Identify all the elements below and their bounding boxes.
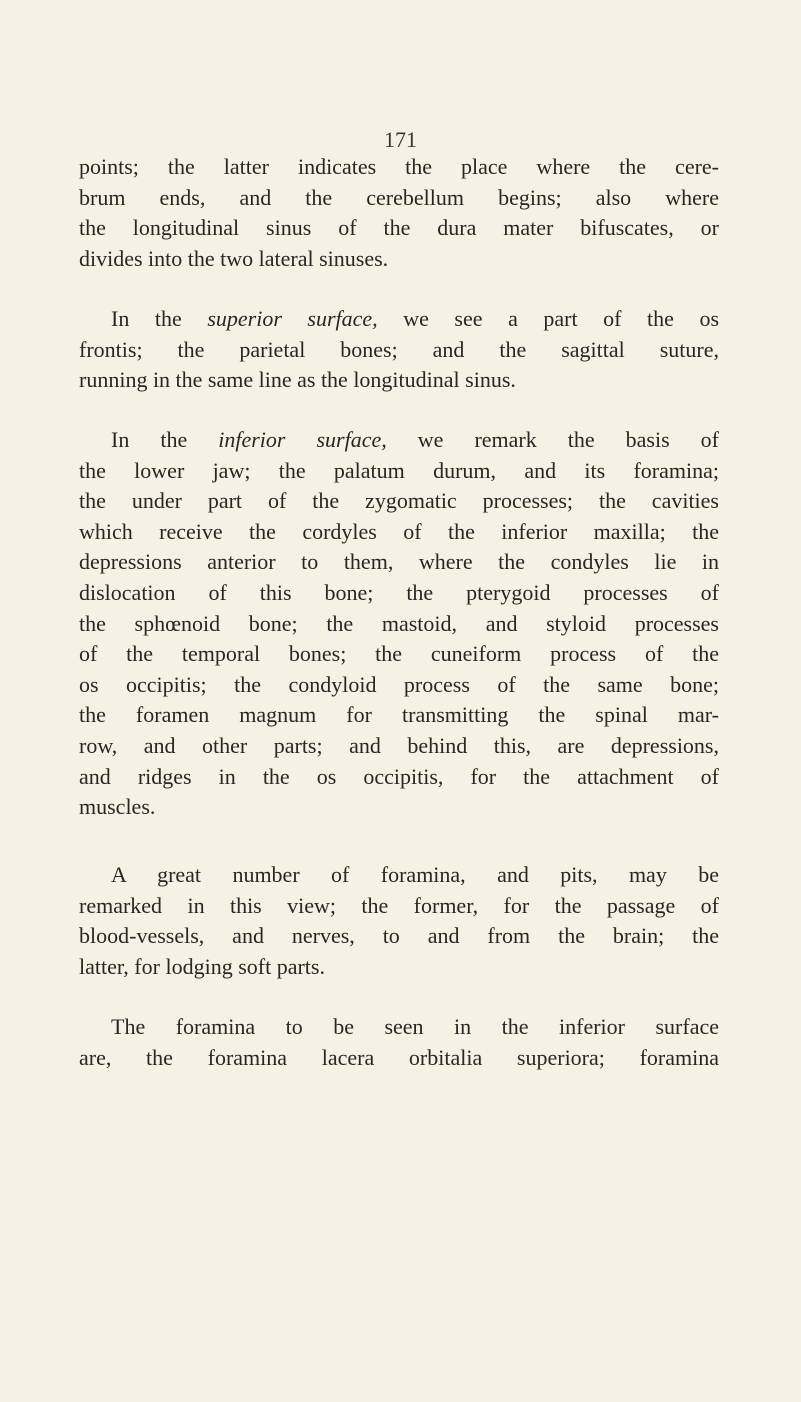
text-line: remarked in this view; the former, for the passage of	[79, 892, 719, 918]
text-line: the foramen magnum for transmitting the spinal mar-	[79, 702, 719, 728]
emphasis-text: superior surface,	[207, 306, 378, 331]
text-line: brum ends, and the cerebellum begins; also where	[79, 184, 719, 210]
page-number: 171	[384, 127, 417, 152]
text-line: latter, for lodging soft parts.	[79, 953, 325, 979]
text-line	[79, 304, 719, 335]
text-line: the under part of the zygomatic processes; the cavities	[79, 488, 719, 514]
paragraph-4	[79, 860, 719, 982]
text-line: os occipitis; the condyloid process of the same bone;	[79, 671, 719, 697]
text-line: the sphœnoid bone; the mastoid, and styloid processes	[79, 610, 719, 636]
text-run: we see a part of the os	[377, 306, 720, 331]
text-line: row, and other parts; and behind this, are depressions,	[79, 732, 719, 758]
text-line: the longitudinal sinus of the dura mater bifuscates, or	[79, 215, 719, 241]
text-run: In the	[111, 306, 208, 331]
paragraph-5	[79, 1012, 719, 1073]
text-line: are, the foramina lacera orbitalia superiora; foramina	[79, 1044, 719, 1070]
emphasis-text: inferior surface,	[218, 427, 387, 452]
text-line: points; the latter indicates the place where the cere-	[79, 154, 719, 179]
text-line: of the temporal bones; the cuneiform process of the	[79, 641, 719, 667]
text-line: the lower jaw; the palatum durum, and its foramina;	[79, 457, 719, 483]
text-line: which receive the cordyles of the inferior maxilla; the	[79, 518, 719, 544]
text-line: muscles.	[79, 794, 156, 820]
text-run: In the	[111, 427, 219, 452]
text-run: we remark the basis of	[386, 427, 720, 452]
paragraph-3	[79, 425, 719, 823]
text-line: The foramina to be seen in the inferior surface	[111, 1014, 719, 1039]
text-line: frontis; the parietal bones; and the sagittal suture,	[79, 336, 719, 362]
text-line	[79, 425, 719, 456]
paragraph-2	[79, 304, 719, 396]
text-line: running in the same line as the longitudinal sinus.	[79, 367, 516, 393]
text-line: divides into the two lateral sinuses.	[79, 245, 389, 271]
paragraph-1	[79, 152, 719, 274]
text-line: and ridges in the os occipitis, for the attachment of	[79, 763, 719, 789]
text-line: blood-vessels, and nerves, to and from the brain; the	[79, 923, 719, 949]
text-line: A great number of foramina, and pits, may be	[111, 862, 719, 887]
text-line: dislocation of this bone; the pterygoid processes of	[79, 579, 719, 605]
text-line: depressions anterior to them, where the condyles lie in	[79, 549, 719, 575]
